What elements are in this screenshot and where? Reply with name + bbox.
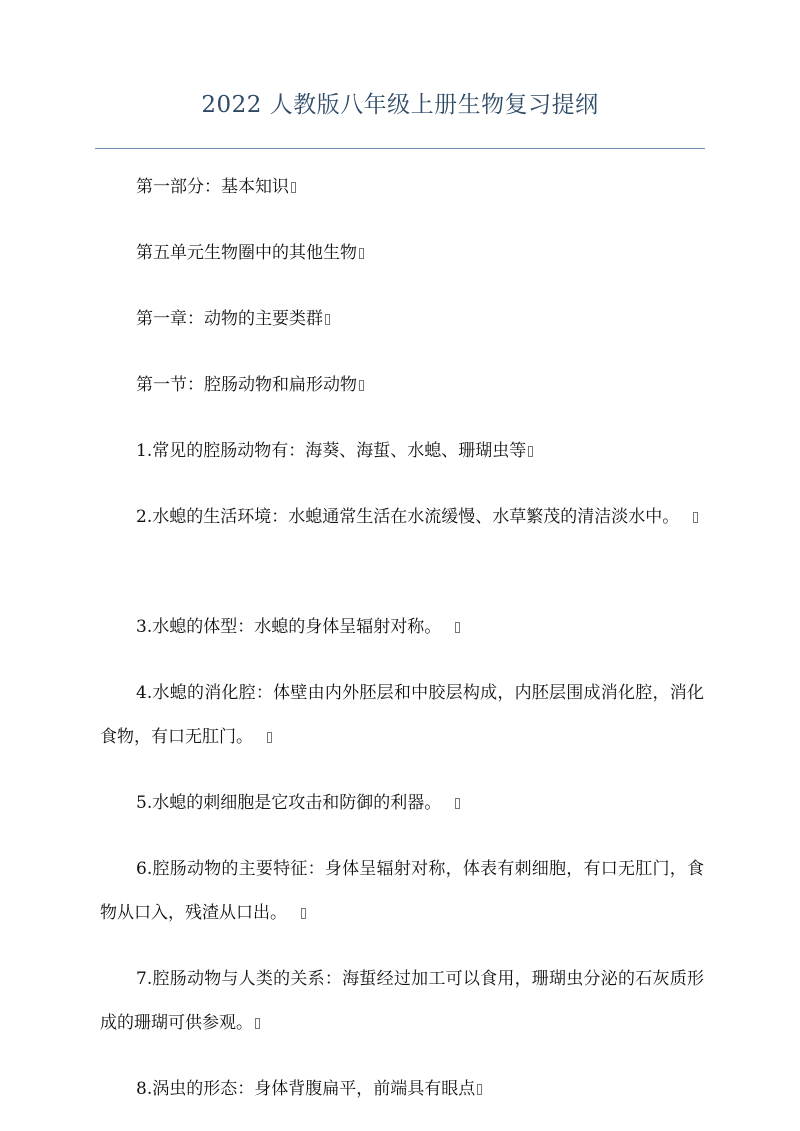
paragraph-mark-icon <box>301 908 306 919</box>
paragraph-2 <box>136 231 704 275</box>
paragraph-text: 1.常见的腔肠动物有：海葵、海蜇、水螅、珊瑚虫等 <box>136 441 527 461</box>
paragraph-mark-icon <box>477 1084 482 1095</box>
paragraph-10 <box>100 847 704 935</box>
paragraph-mark-icon <box>267 732 272 743</box>
paragraph-mark-icon <box>359 248 364 259</box>
paragraph-mark-icon <box>359 380 364 391</box>
paragraph-text: 第一节：腔肠动物和扁形动物 <box>136 375 357 395</box>
paragraph-text: 8.涡虫的形态：身体背腹扁平，前端具有眼点 <box>136 1079 476 1099</box>
paragraph-text: 4.水螅的消化腔：体壁由内外胚层和中胶层构成，内胚层围成消化腔，消化食物，有口无肛门。 <box>100 683 704 747</box>
paragraph-mark-icon <box>528 446 533 457</box>
paragraph-mark-icon <box>255 1018 260 1029</box>
paragraph-9 <box>136 781 704 825</box>
paragraph-text: 第一部分：基本知识 <box>136 177 289 197</box>
paragraph-text: 2.水螅的生活环境：水螅通常生活在水流缓慢、水草繁茂的清洁淡水中。 <box>136 507 680 527</box>
paragraph-6 <box>100 495 704 539</box>
document-title: 2022 人教版八年级上册生物复习提纲 <box>201 92 599 118</box>
paragraph-text: 7.腔肠动物与人类的关系：海蜇经过加工可以食用，珊瑚虫分泌的石灰质形成的珊瑚可供参观。 <box>100 969 704 1033</box>
paragraph-3 <box>136 297 704 341</box>
paragraph-7 <box>136 605 704 649</box>
paragraph-text: 3.水螅的体型：水螅的身体呈辐射对称。 <box>136 617 442 637</box>
paragraph-text: 第五单元生物圈中的其他生物 <box>136 243 357 263</box>
paragraph-mark-icon <box>291 182 296 193</box>
paragraph-mark-icon <box>693 512 698 523</box>
paragraph-text: 第一章：动物的主要类群 <box>136 309 323 329</box>
title-divider <box>95 148 705 149</box>
paragraph-12 <box>136 1067 704 1111</box>
paragraph-mark-icon <box>455 622 460 633</box>
paragraph-text: 6.腔肠动物的主要特征：身体呈辐射对称，体表有刺细胞，有口无肛门，食物从口入，残渣从口出。 <box>100 859 704 923</box>
paragraph-11 <box>100 957 704 1045</box>
paragraph-mark-icon <box>325 314 330 325</box>
paragraph-4 <box>136 363 704 407</box>
paragraph-mark-icon <box>455 798 460 809</box>
paragraph-text: 5.水螅的刺细胞是它攻击和防御的利器。 <box>136 793 442 813</box>
paragraph-1 <box>136 165 704 209</box>
paragraph-5 <box>136 429 704 473</box>
paragraph-8 <box>100 671 704 759</box>
